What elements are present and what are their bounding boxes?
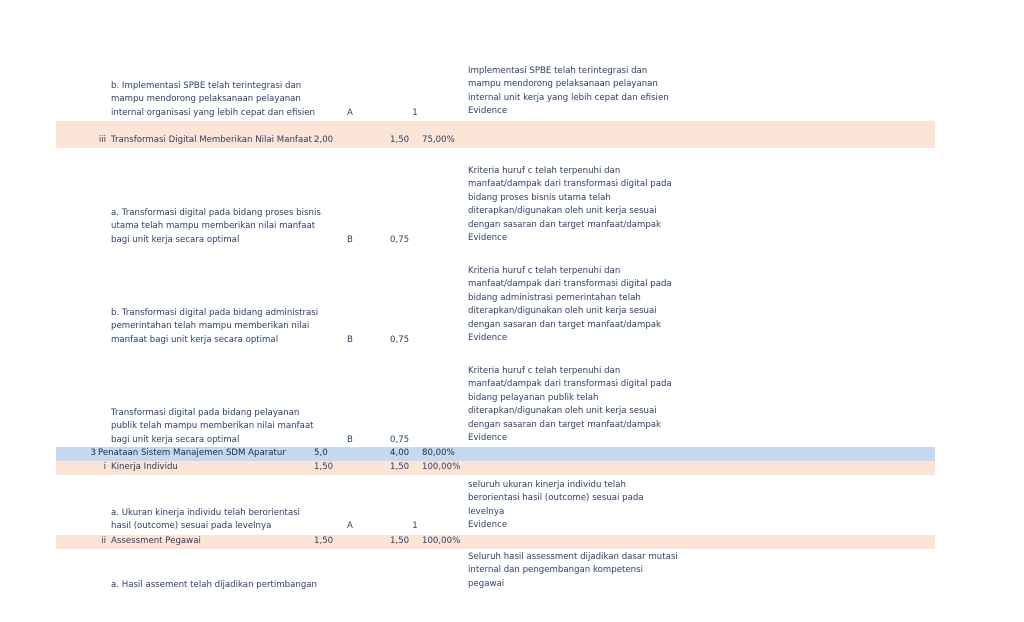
grade-cell: A <box>347 108 353 118</box>
percent-cell: 75,00% <box>422 135 455 145</box>
weight-cell: 5,0 <box>314 448 328 458</box>
subsection-title: Transformasi Digital Memberikan Nilai Manfaat <box>111 135 312 145</box>
section-row <box>56 447 935 461</box>
subsection-row <box>56 461 935 475</box>
indicator-description: a. Transformasi digital pada bidang proses bisnis utama telah mampu memberikan nilai manfaat bagi unit kerja secara optimal <box>111 208 321 245</box>
subsection-row <box>56 535 935 549</box>
weight-cell: 2,00 <box>314 135 334 145</box>
weight-cell: 1,50 <box>314 536 334 546</box>
section-number: 3 <box>90 448 96 458</box>
weight-cell: 1,50 <box>314 462 334 472</box>
score-cell: 0,75 <box>390 435 410 445</box>
subsection-title: Kinerja Individu <box>111 462 178 472</box>
percent-cell: 100,00% <box>422 462 461 472</box>
criteria-text: seluruh ukuran kinerja individu telah berorientasi hasil (outcome) sesuai pada levelnya Evidence <box>468 480 644 531</box>
criteria-text: Kriteria huruf c telah terpenuhi dan manfaat/dampak dari transformasi digital pada bidang administrasi pemerintahan telah diterapkan/digunakan oleh unit kerja sesuai dengan sasaran dan target manfaat/dampak Evidence <box>468 266 672 344</box>
percent-cell: 80,00% <box>422 448 455 458</box>
roman-numeral: iii <box>98 135 106 145</box>
section-title: Penataan Sistem Manajemen SDM Aparatur <box>98 448 286 458</box>
score-cell: 1 <box>412 108 418 118</box>
indicator-description: a. Ukuran kinerja individu telah berorientasi hasil (outcome) sesuai pada levelnya <box>111 508 300 532</box>
grade-cell: A <box>347 521 353 531</box>
score-cell: 1 <box>412 521 418 531</box>
criteria-text: Seluruh hasil assessment dijadikan dasar mutasi internal dan pengembangan kompetensi pegawai <box>468 552 678 589</box>
indicator-description: a. Hasil assement telah dijadikan pertimbangan <box>111 580 317 590</box>
percent-cell: 100,00% <box>422 536 461 546</box>
grade-cell: B <box>347 335 353 345</box>
value-cell: 1,50 <box>390 536 410 546</box>
value-cell: 4,00 <box>390 448 410 458</box>
criteria-text: Kriteria huruf c telah terpenuhi dan manfaat/dampak dari transformasi digital pada bidang proses bisnis utama telah diterapkan/digunakan oleh unit kerja sesuai dengan sasaran dan target manfaat/dampak Evidence <box>468 166 672 244</box>
subsection-row <box>56 121 935 148</box>
value-cell: 1,50 <box>390 135 410 145</box>
value-cell: 1,50 <box>390 462 410 472</box>
criteria-text: Kriteria huruf c telah terpenuhi dan manfaat/dampak dari transformasi digital pada bidang pelayanan publik telah diterapkan/digunakan oleh unit kerja sesuai dengan sasaran dan target manfaat/dampak Evidence <box>468 366 672 444</box>
indicator-description: b. Implementasi SPBE telah terintegrasi dan mampu mendorong pelaksanaan pelayanan internal organisasi yang lebih cepat dan efisien <box>111 81 315 118</box>
subsection-title: Assessment Pegawai <box>111 536 201 546</box>
indicator-description: Transformasi digital pada bidang pelayanan publik telah mampu memberikan nilai manfaat bagi unit kerja secara optimal <box>111 408 314 445</box>
roman-numeral: i <box>103 462 106 472</box>
grade-cell: B <box>347 235 353 245</box>
score-cell: 0,75 <box>390 235 410 245</box>
score-cell: 0,75 <box>390 335 410 345</box>
criteria-text: Implementasi SPBE telah terintegrasi dan mampu mendorong pelaksanaan pelayanan internal unit kerja yang lebih cepat dan efisien Evidence <box>468 66 669 117</box>
grade-cell: B <box>347 435 353 445</box>
indicator-description: b. Transformasi digital pada bidang administrasi pemerintahan telah mampu memberikan nilai manfaat bagi unit kerja secara optimal <box>111 308 319 345</box>
roman-numeral: ii <box>101 536 106 546</box>
